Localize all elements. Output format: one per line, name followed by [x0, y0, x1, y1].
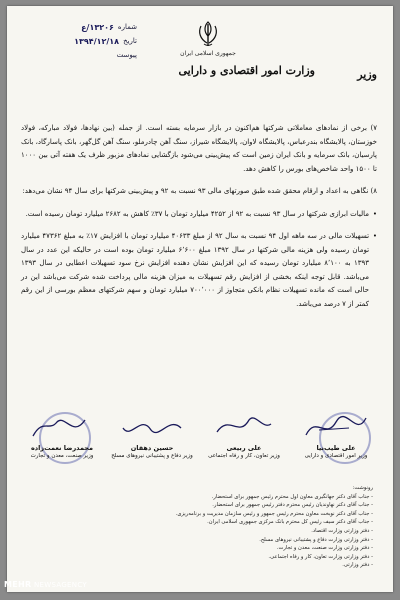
number-value: ۱۳۲۰۶/ع	[81, 22, 114, 32]
cc-line: - جناب آقای دکتر جهانگیری معاون اول محترم رئیس جمهور برای استحضار.	[211, 493, 373, 500]
cc-line: - جناب آقای دکتر سیف رئیس کل محترم بانک مرکزی جمهوری اسلامی ایران.	[207, 519, 373, 526]
bullet-tax: • مالیات ابرازی شرکتها در سال ۹۳ نسبت به ۹۲ از ۴۲۵۲ میلیارد تومان با ۳۷٪ کاهش به ۲۶۸۲ میلیارد تومان رسیده است.	[21, 208, 377, 222]
signature-block	[19, 406, 381, 476]
cc-label: رونوشت:	[352, 485, 373, 491]
signatory-title: وزیر دفاع و پشتیبانی نیروهای مسلح	[111, 453, 193, 459]
date-value: ۱۳۹۴/۱۲/۱۸	[74, 36, 120, 46]
signatory-name: حسین دهقان	[130, 444, 174, 452]
signature-tayebnia	[291, 406, 381, 460]
watermark-brand: MEHR	[4, 580, 32, 589]
cc-line: - جناب آقای دکتر نهاوندیان رئیس محترم دفتر رئیس جمهور برای استحضار.	[212, 502, 373, 509]
bullet-facilities: • تسهیلات مالی در سه ماهه اول ۹۴ نسبت به سال ۹۲ از مبلغ ۴۰۶۳۳ میلیارد تومان با افزایش ۱۷٪ به مبلغ ۴۷۳۶۲ میلیارد تومان رسیده ولی هزینه مالی شرکتها در سال ۱۳۹۲ مبلغ ۶٬۶۰۰ میلیارد تومان بوده است در حالیکه این عدد در سال ۱۳۹۳ به ۸٬۱۰۰ میلیارد تومان رسیده که این افزایش نشان دهنده افزایش نرخ سود تسهیلات اعطایی در سال ۱۳۹۳ می‌باشد. قابل توجه اینکه بخشی از افزایش رقم تسهیلات به میزان هزینه مالی پرداخت شده شرکت می‌باشد این در حالی است که مانده تسهیلات نظام بانکی متجاوز از ۷۰۰٬۰۰۰ میلیارد تومان و سهم شرکتهای معظم بورسی از این رقم کمتر از ۷ درصد می‌باشد.	[21, 230, 377, 311]
minister-label: وزیر	[357, 68, 377, 81]
letter-body	[21, 122, 377, 320]
government-name: جمهوری اسلامی ایران	[180, 50, 236, 57]
ministry-title: وزارت امور اقتصادی و دارایی	[178, 64, 315, 77]
carbon-copy-list	[143, 484, 373, 570]
number-row	[17, 20, 137, 34]
cc-line: - دفتر وزارتی وزارت تعاون، کار و رفاه اجتماعی.	[268, 553, 373, 560]
attachment-row	[17, 48, 137, 62]
signature-rabiei	[199, 406, 289, 460]
date-row	[17, 34, 137, 48]
watermark-suffix: NEWSAGENCY	[34, 581, 87, 589]
signatory-title: وزیر صنعت، معدن و تجارت	[30, 453, 94, 459]
signatory-name: علی ربیعی	[226, 444, 262, 452]
cc-line: - دفتر وزارتی وزارت صنعت، معدن و تجارت.	[276, 545, 373, 552]
number-label: شماره	[117, 23, 137, 31]
cc-line: - دفتر وزارتی وزارت اقتصاد.	[311, 527, 373, 534]
signatory-name: علی طیب‌نیا	[316, 444, 356, 452]
cc-line: - دفتر وزارتی.	[342, 562, 373, 569]
signature-nematzadeh	[17, 406, 107, 460]
letter-page	[7, 6, 393, 592]
iran-emblem-icon	[195, 20, 221, 48]
signature-scrawl-icon	[209, 410, 279, 444]
cc-line: - جناب آقای دکتر نوبخت معاون محترم رئیس جمهور و رئیس سازمان مدیریت و برنامه‌ریزی.	[175, 510, 373, 517]
signature-scrawl-icon	[27, 410, 97, 444]
signature-scrawl-icon	[117, 410, 187, 444]
letter-meta	[17, 20, 137, 62]
signature-dehghan	[107, 406, 197, 460]
paragraph-7: ۷) برخی از نمادهای معاملاتی شرکتها هم‌اکنون در بازار سرمایه بسته است. از جمله (بین نهادها، فولاد مبارکه، فولاد خوزستان، پالایشگاه بندرعباس، پالایشگاه لاوان، پالایشگاه شیراز، سنگ آهن چادرملو، سنگ آهن گل‌گهر، بانک پاسارگاد، بانک پارسیان، بانک سرمایه و بانک ایران زمین است که پیش‌بینی می‌شود بازگشایی نمادهای مزبور ظرف یک هفته آتی بین ۱۰۰۰ تا ۱۵۰۰ واحد شاخص‌های بورس را کاهش دهد.	[21, 124, 377, 173]
signatory-title: وزیر تعاون، کار و رفاه اجتماعی	[208, 453, 280, 459]
cc-line: - دفتر وزارتی وزارت دفاع و پشتیبانی نیروهای مسلح.	[259, 536, 373, 543]
mehr-watermark	[4, 580, 87, 589]
paragraph-8: ۸) نگاهی به اعداد و ارقام محقق شده طبق صورتهای مالی ۹۳ نسبت به ۹۲ و پیش‌بینی شرکتها برای سال ۹۴ نشان می‌دهد:	[22, 187, 377, 195]
attachment-label: پیوست	[116, 51, 137, 59]
signatory-title: وزیر امور اقتصادی و دارایی	[304, 453, 368, 459]
signature-scrawl-icon	[301, 410, 371, 444]
signatory-name: محمدرضا نعمت‌زاده	[30, 444, 94, 452]
date-label: تاریخ	[123, 37, 137, 45]
